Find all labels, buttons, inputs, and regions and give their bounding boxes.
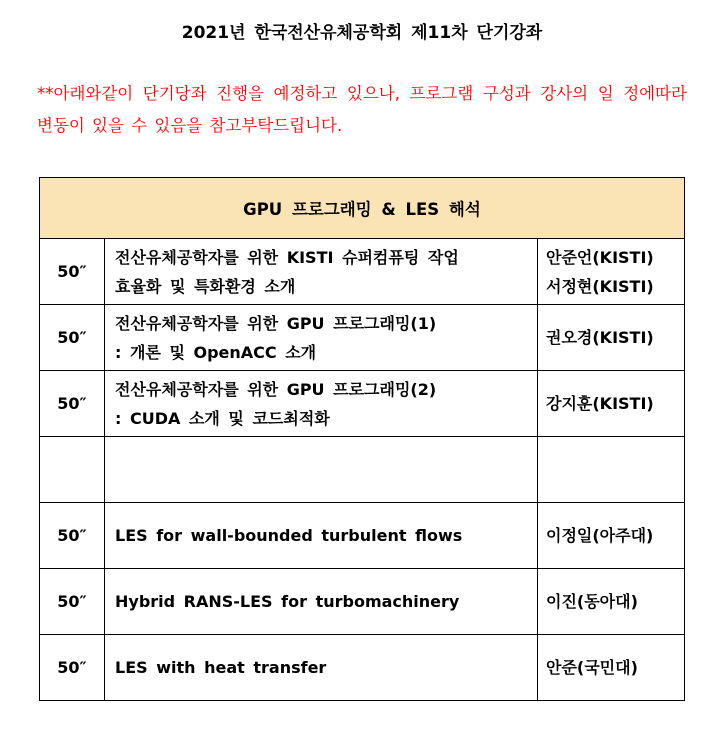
table-header: GPU 프로그래밍 & LES 해석 <box>40 178 685 239</box>
schedule-table <box>39 177 685 701</box>
time-cell: 50″ <box>40 569 105 635</box>
table-row <box>40 437 685 503</box>
topic-line: : 개론 및 OpenACC 소개 <box>115 342 317 362</box>
table-body <box>40 239 685 701</box>
table-row <box>40 239 685 305</box>
table-row <box>40 569 685 635</box>
table-row <box>40 305 685 371</box>
time-cell: 50″ <box>40 635 105 701</box>
time-cell: 50″ <box>40 239 105 305</box>
speaker-cell <box>538 437 685 503</box>
table-row <box>40 371 685 437</box>
speaker-cell <box>538 503 685 569</box>
speaker-name: 안준언(KISTI) <box>546 247 654 267</box>
table-row <box>40 635 685 701</box>
topic-line: 효율화 및 특화환경 소개 <box>115 276 296 296</box>
speaker-cell <box>538 371 685 437</box>
time-cell: 50″ <box>40 305 105 371</box>
topic-cell <box>105 437 538 503</box>
speaker-cell <box>538 569 685 635</box>
topic-line: 전산유체공학자를 위한 GPU 프로그래밍(2) <box>115 379 437 399</box>
topic-cell <box>105 635 538 701</box>
speaker-name: 권오경(KISTI) <box>546 328 654 347</box>
speaker-cell <box>538 239 685 305</box>
speaker-name: 이진(동아대) <box>546 592 638 611</box>
speaker-cell <box>538 635 685 701</box>
speaker-name: 강지훈(KISTI) <box>546 394 654 413</box>
topic-cell <box>105 371 538 437</box>
topic-line: : CUDA 소개 및 코드최적화 <box>115 408 330 428</box>
topic-line: LES for wall-bounded turbulent flows <box>115 526 463 545</box>
topic-line: Hybrid RANS-LES for turbomachinery <box>115 592 460 611</box>
notice-line-2: 정에따라 변동이 있을 수 있음을 참고부탁드립니다. <box>37 84 687 135</box>
topic-cell <box>105 239 538 305</box>
topic-cell <box>105 305 538 371</box>
speaker-cell <box>538 305 685 371</box>
speaker-name: 이정일(아주대) <box>546 526 654 545</box>
topic-line: LES with heat transfer <box>115 658 327 677</box>
time-cell: 50″ <box>40 371 105 437</box>
topic-cell <box>105 569 538 635</box>
document-title: 2021년 한국전산유체공학회 제11차 단기강좌 <box>181 23 543 43</box>
speaker-name: 안준(국민대) <box>546 658 638 677</box>
topic-cell <box>105 503 538 569</box>
table-row <box>40 503 685 569</box>
topic-line: 전산유체공학자를 위한 KISTI 슈퍼컴퓨팅 작업 <box>115 247 459 267</box>
speaker-name: 서정현(KISTI) <box>546 276 654 296</box>
time-cell <box>40 437 105 503</box>
topic-line: 전산유체공학자를 위한 GPU 프로그래밍(1) <box>115 313 437 333</box>
notice-text <box>37 78 687 142</box>
notice-line-1: **아래와같이 단기당좌 진행을 예정하고 있으나, 프로그램 구성과 강사의 일 <box>37 84 614 103</box>
time-cell: 50″ <box>40 503 105 569</box>
